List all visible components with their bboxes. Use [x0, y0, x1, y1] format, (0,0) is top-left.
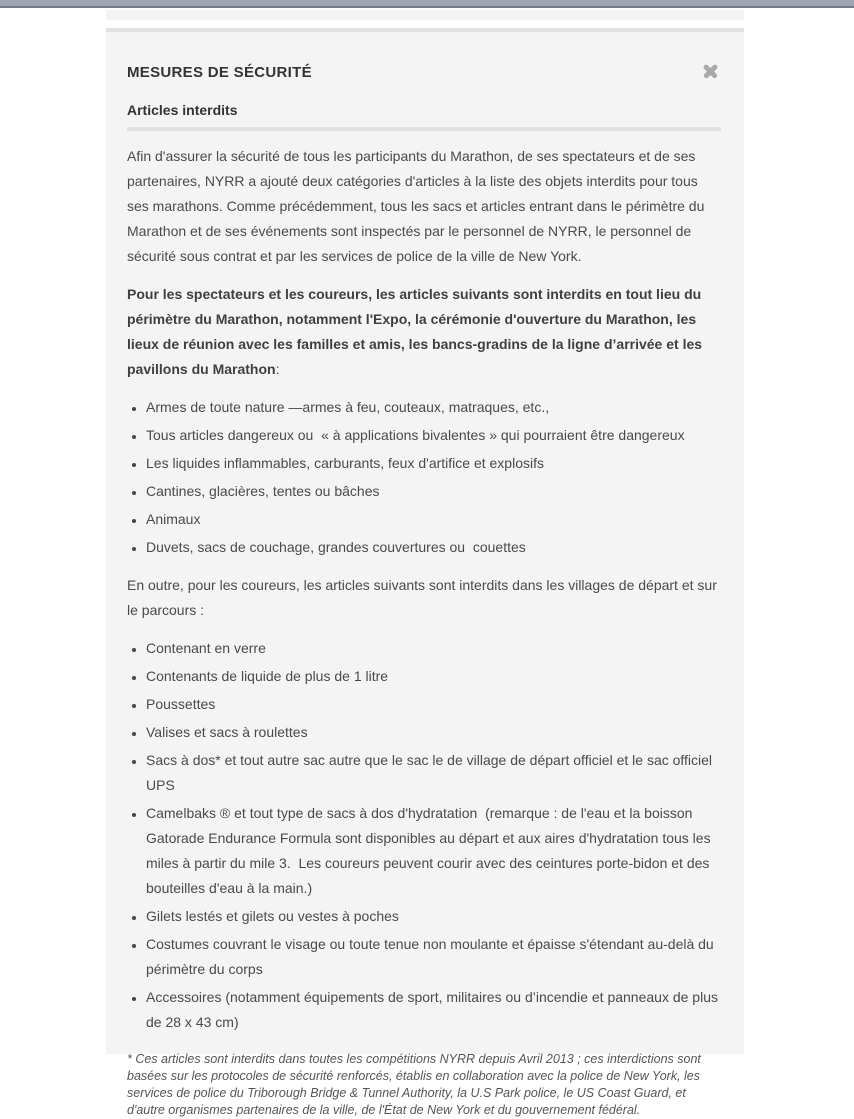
list-item: • Duvets, sacs de couchage, grandes couvertures ou couettes: [146, 535, 721, 560]
security-measures-modal: [106, 28, 744, 1117]
list-item: • Armes de toute nature —armes à feu, couteaux, matraques, etc.,: [146, 395, 721, 420]
top-bar: [0, 0, 854, 8]
list-item: • Contenant en verre: [146, 636, 721, 661]
list-item: • Camelbaks ® et tout type de sacs à dos d'hydratation (remarque : de l'eau et la boisson Gatorade Endurance Formula sont disponibles au départ et aux aires d'hydratation tous les miles à partir du mile 3. Les coureurs peuvent courir avec des ceintures porte-bidon et des bouteilles d'eau à la main.): [146, 801, 721, 901]
list-item: • Cantines, glacières, tentes ou bâches: [146, 479, 721, 504]
section-divider: [127, 127, 721, 131]
page-background-strip: [106, 10, 744, 20]
list-item: • Costumes couvrant le visage ou toute tenue non moulante et épaisse s'étendant au-delà du périmètre du corps: [146, 932, 721, 982]
close-button[interactable]: [702, 63, 719, 80]
restricted-items-colon: :: [275, 361, 280, 377]
restricted-items-text: Pour les spectateurs et les coureurs, les articles suivants sont interdits en tout lieu du périmètre du Marathon, notamment l'Expo, la cérémonie d'ouverture du Marathon, les lieux de réunion avec les familles et amis, les bancs-gradins de la ligne d’arrivée et les pavillons du Marathon: [127, 286, 706, 377]
modal-title: MESURES DE SÉCURITÉ: [127, 64, 312, 81]
list-item: • Gilets lestés et gilets ou vestes à poches: [146, 904, 721, 929]
list-item: • Tous articles dangereux ou « à applications bivalentes » qui pourraient être dangereux: [146, 423, 721, 448]
restricted-items-paragraph: [127, 282, 721, 382]
intro-paragraph: Afin d'assurer la sécurité de tous les participants du Marathon, de ses spectateurs et de ses partenaires, NYRR a ajouté deux catégories d'articles à la liste des objets interdits pour tous ses marathons. Comme précédemment, tous les sacs et articles entrant dans le périmètre du Marathon et de ses événements sont inspectés par le personnel de NYRR, le personnel de sécurité sous contrat et par les services de police de la ville de New York.: [127, 148, 709, 264]
prohibited-items-list-runners: [127, 636, 721, 1035]
runners-paragraph: En outre, pour les coureurs, les articles suivants sont interdits dans les villages de départ et sur le parcours :: [127, 577, 721, 618]
list-item: • Contenants de liquide de plus de 1 litre: [146, 664, 721, 689]
list-item: • Les liquides inflammables, carburants, feux d'artifice et explosifs: [146, 451, 721, 476]
list-item: • Accessoires (notamment équipements de sport, militaires ou d’incendie et panneaux de plus de 28 x 43 cm): [146, 985, 721, 1035]
section-heading: Articles interdits: [127, 102, 238, 118]
list-item: • Poussettes: [146, 692, 721, 717]
footnote: * Ces articles sont interdits dans toutes les compétitions NYRR depuis Avril 2013 ; ces interdictions sont basées sur les protocoles de sécurité renforcés, établis en collaboration avec la police de New York, les services de police du Triborough Bridge & Tunnel Authority, la U.S Park police, le US Coast Guard, et d'autre organismes partenaires de la ville, de l'État de New York et du gouvernement fédéral.: [127, 1052, 705, 1117]
list-item: • Animaux: [146, 507, 721, 532]
list-item: • Sacs à dos* et tout autre sac autre que le sac le de village de départ officiel et le sac officiel UPS: [146, 748, 721, 798]
prohibited-items-list-venues: [127, 395, 721, 560]
list-item: • Valises et sacs à roulettes: [146, 720, 721, 745]
